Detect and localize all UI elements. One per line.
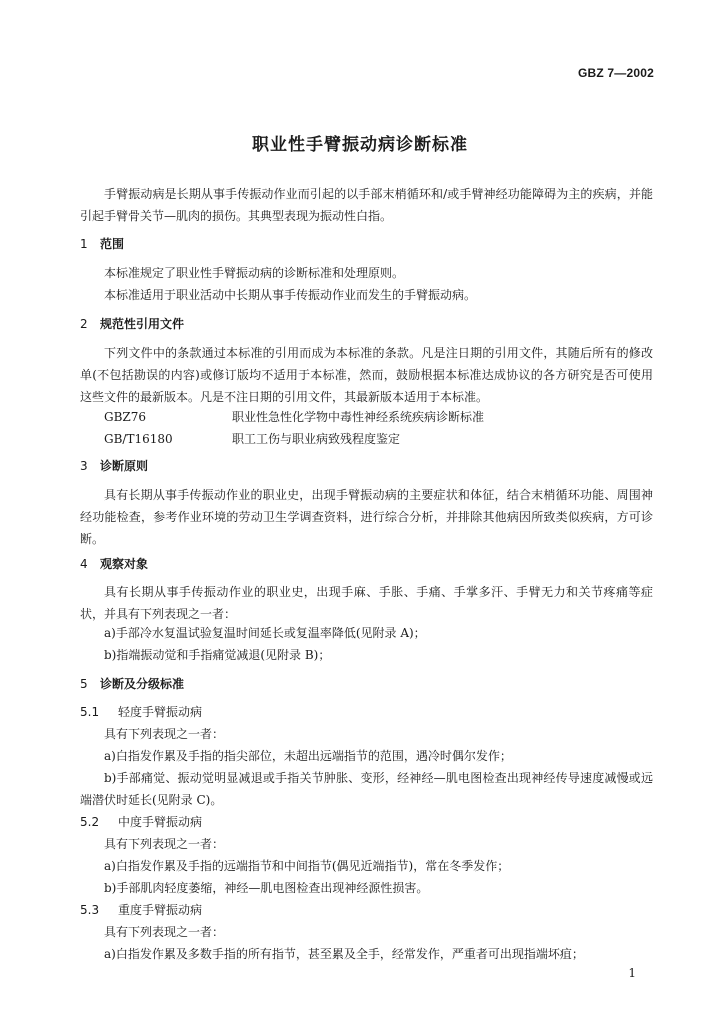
section-4-item-a: a)手部冷水复温试验复温时间延长或复温率降低(见附录 A)； <box>104 626 426 640</box>
subsection-5-2-item-a: a)白指发作累及手指的远端指节和中间指节(偶见近端指节)，常在冬季发作； <box>104 859 510 873</box>
subsection-number: 5.2 <box>80 815 100 829</box>
reference-code: GBZ76 <box>104 410 147 424</box>
section-4-heading <box>80 553 148 575</box>
subsection-5-3-heading <box>80 899 202 921</box>
section-1-heading <box>80 233 124 255</box>
section-3-paragraph: 具有长期从事手传振动作业的职业史，出现手臂振动病的主要症状和体征，结合末梢循环功能、周围神经功能检查，参考作业环境的劳动卫生学调查资料，进行综合分析，并排除其他病因所致类似疾病，方可诊断。 <box>80 488 653 546</box>
section-number: 5 <box>80 677 88 691</box>
subsection-title: 重度手臂振动病 <box>118 903 203 917</box>
subsection-title: 轻度手臂振动病 <box>118 705 203 719</box>
section-5-heading <box>80 673 184 695</box>
subsection-number: 5.3 <box>80 903 100 917</box>
subsection-5-2-heading <box>80 811 202 833</box>
standard-code: GBZ 7—2002 <box>577 66 654 80</box>
section-number: 4 <box>80 557 88 571</box>
section-4-paragraph: 具有长期从事手传振动作业的职业史，出现手麻、手胀、手痛、手掌多汗、手臂无力和关节疼痛等症状，并具有下列表现之一者： <box>80 585 653 621</box>
section-2-paragraph: 下列文件中的条款通过本标准的引用而成为本标准的条款。凡是注日期的引用文件，其随后所有的修改单(不包括勘误的内容)或修订版均不适用于本标准，然而，鼓励根据本标准达成协议的各方研究是否可使用这些文件的最新版本。凡是不注日期的引用文件，其最新版本适用于本标准。 <box>80 346 653 404</box>
section-title: 范围 <box>100 237 125 251</box>
section-1-line-1: 本标准规定了职业性手臂振动病的诊断标准和处理原则。 <box>104 266 405 280</box>
section-3-heading <box>80 455 148 477</box>
section-title: 诊断及分级标准 <box>100 677 185 691</box>
section-number: 1 <box>80 237 88 251</box>
subsection-5-1-item-b: b)手部痛觉、振动觉明显减退或手指关节肿胀、变形，经神经—肌电图检查出现神经传导速度减慢或远端潜伏时延长(见附录 C)。 <box>80 771 653 807</box>
section-1-line-2: 本标准适用于职业活动中长期从事手传振动作业而发生的手臂振动病。 <box>104 288 477 302</box>
subsection-5-3-lead: 具有下列表现之一者： <box>104 925 225 939</box>
reference-row <box>104 406 484 428</box>
subsection-5-2-item-b: b)手部肌肉轻度萎缩，神经—肌电图检查出现神经源性损害。 <box>104 881 429 895</box>
section-number: 3 <box>80 459 88 473</box>
section-number: 2 <box>80 317 88 331</box>
subsection-title: 中度手臂振动病 <box>118 815 203 829</box>
reference-name: 职工工伤与职业病致残程度鉴定 <box>232 432 401 446</box>
section-title: 诊断原则 <box>100 459 149 473</box>
subsection-5-1-heading <box>80 701 202 723</box>
subsection-5-1-lead: 具有下列表现之一者： <box>104 727 225 741</box>
reference-name: 职业性急性化学物中毒性神经系统疾病诊断标准 <box>232 410 485 424</box>
reference-row <box>104 428 400 450</box>
intro-paragraph: 手臂振动病是长期从事手传振动作业而引起的以手部末梢循环和/或手臂神经功能障碍为主的疾病，并能引起手臂骨关节—肌肉的损伤。其典型表现为振动性白指。 <box>80 187 653 223</box>
reference-code: GB/T16180 <box>104 432 173 446</box>
subsection-5-2-lead: 具有下列表现之一者： <box>104 837 225 851</box>
section-2-heading <box>80 313 184 335</box>
page-number: 1 <box>628 966 636 980</box>
subsection-5-3-item-a: a)白指发作累及多数手指的所有指节，甚至累及全手，经常发作，严重者可出现指端坏疽； <box>104 947 584 961</box>
section-title: 观察对象 <box>100 557 149 571</box>
section-title: 规范性引用文件 <box>100 317 185 331</box>
subsection-number: 5.1 <box>80 705 100 719</box>
subsection-5-1-item-a: a)白指发作累及手指的指尖部位，未超出远端指节的范围，遇冷时偶尔发作； <box>104 749 512 763</box>
document-title: 职业性手臂振动病诊断标准 <box>252 135 468 155</box>
section-4-item-b: b)指端振动觉和手指痛觉减退(见附录 B)； <box>104 648 331 662</box>
